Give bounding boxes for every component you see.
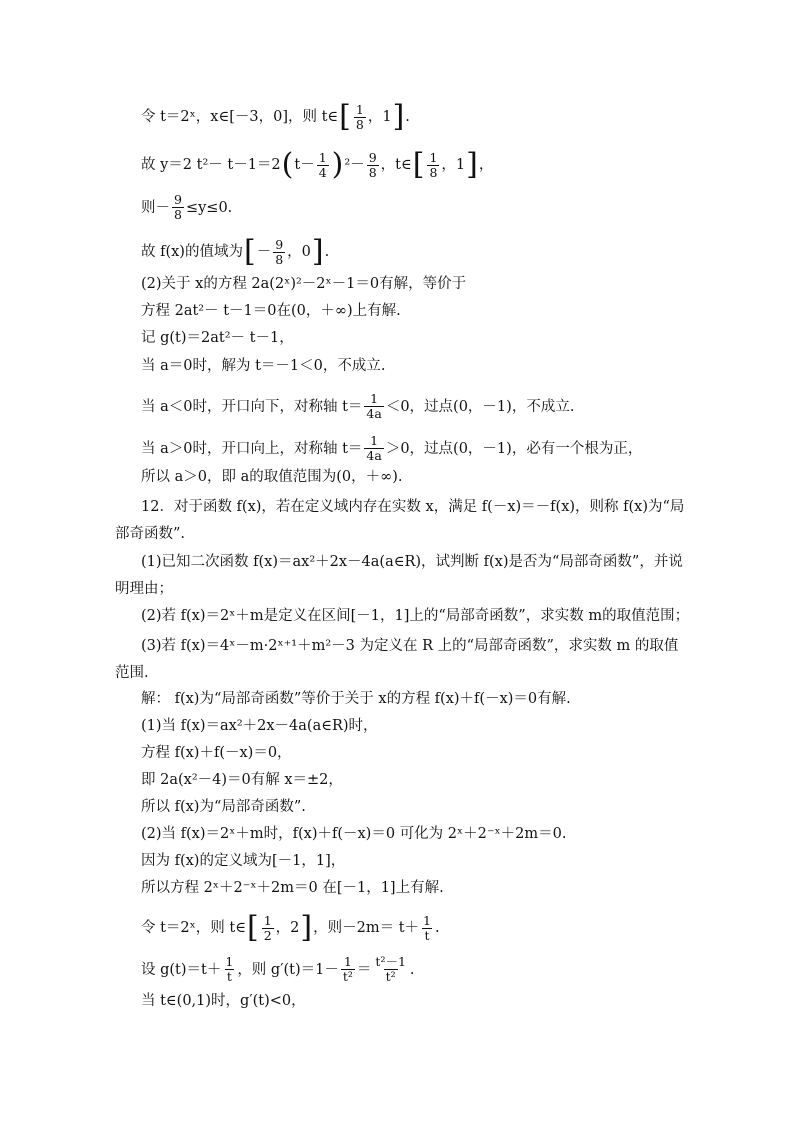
- solution-line-9: [141, 392, 574, 421]
- left-bracket: [: [243, 234, 256, 269]
- fraction: $\frac{1}{\text{t²}}$: [342, 954, 353, 984]
- text: ，: [478, 157, 494, 173]
- text: ，t∈: [380, 157, 412, 173]
- text: t－: [294, 157, 315, 173]
- text-line: 解： f(x)为“局部奇函数”等价于关于 x的方程 f(x)＋f(－x)＝0有解.: [141, 691, 571, 707]
- text: ，则－2m＝ t＋: [313, 920, 420, 936]
- text-line: 记 g(t)＝2at²－ t－1，: [141, 330, 294, 346]
- text-line: 所以 f(x)为“局部奇函数”.: [141, 799, 306, 815]
- right-paren: ): [331, 147, 344, 182]
- solution-line-24: [141, 910, 440, 945]
- text: 设 g(t)＝t＋: [141, 961, 222, 978]
- text: ，1: [441, 157, 466, 173]
- text: 则－: [141, 199, 170, 216]
- right-bracket: ]: [392, 99, 405, 134]
- fraction: $\frac{9}{8}$: [174, 192, 182, 222]
- left-paren: (: [281, 147, 294, 182]
- fraction: $\frac{1}{8}$: [355, 101, 364, 132]
- solution-line-2: [141, 147, 494, 182]
- text-line: (2)关于 x的方程 2a(2ˣ)²－2ˣ－1＝0有解，等价于: [141, 276, 467, 292]
- fraction: $\frac{1}{2}$: [263, 912, 272, 943]
- text: .: [409, 961, 415, 978]
- solution-line-1: 令 t＝2ˣ，x∈[－3，0]，则 t∈ [ $\frac{1}{8}$ ，1 ] .: [141, 99, 410, 134]
- solution-line-10: [141, 434, 642, 463]
- right-bracket: ]: [311, 234, 324, 269]
- text: ＝: [356, 961, 372, 978]
- text: 令 t＝2ˣ，x∈[－3，0]，则 t∈: [141, 109, 339, 125]
- problem-12-statement: 12．对于函数 f(x)，若在定义域内存在实数 x，满足 f(－x)＝－f(x)，则称 f(x)为“局部奇函数”.: [115, 499, 685, 542]
- text: －: [256, 244, 272, 260]
- fraction: $\frac{1}{8}$: [429, 149, 438, 180]
- text: ＜0，过点(0，－1)，不成立.: [385, 398, 575, 415]
- text: 令 t＝2ˣ，则 t∈: [141, 920, 246, 936]
- text-line: (2)当 f(x)＝2ˣ＋m时，f(x)＋f(－x)＝0 可化为 2ˣ＋2⁻ˣ＋2m＝0.: [141, 826, 567, 842]
- text-line: (1)当 f(x)＝ax²＋2x－4a(a∈R)时，: [141, 718, 378, 734]
- problem-12-part-1: (1)已知二次函数 f(x)＝ax²＋2x－4a(a∈R)，试判断 f(x)是否为“局部奇函数”，并说明理由；: [115, 554, 683, 597]
- text-line: 方程 2at²－ t－1＝0在(0，＋∞)上有解.: [141, 303, 401, 319]
- fraction: $\frac{9}{8}$: [368, 149, 377, 180]
- solution-line-25: [141, 955, 415, 984]
- problem-12-part-3: (3)若 f(x)＝4ˣ－m·2ˣ⁺¹＋m²－3 为定义在 R 上的“局部奇函数”，求实数 m 的取值范围.: [115, 638, 679, 681]
- left-bracket: [: [339, 99, 351, 134]
- text-line: 所以 a＞0，即 a的取值范围为(0，＋∞).: [141, 469, 403, 485]
- text: 故 y＝2 t²－ t－1＝2: [141, 157, 281, 173]
- fraction: $\frac{1}{t}$: [423, 912, 431, 943]
- left-bracket: [: [246, 910, 259, 945]
- solution-line-4: [141, 234, 330, 269]
- right-bracket: ]: [300, 910, 313, 945]
- text-line: 当 t∈(0,1)时，g′(t)<0，: [141, 993, 306, 1009]
- fraction: $\frac{1}{4a}$: [366, 433, 382, 463]
- left-bracket: [: [412, 147, 425, 182]
- fraction: $\frac{1}{4a}$: [366, 391, 382, 421]
- text-line: 方程 f(x)＋f(－x)＝0，: [141, 745, 292, 761]
- text: ²－: [344, 157, 365, 173]
- text: ，则 g′(t)＝1－: [237, 961, 339, 978]
- text: ≤y≤0.: [185, 199, 233, 216]
- text-line: 即 2a(x²－4)＝0有解 x＝±2，: [141, 772, 343, 788]
- fraction: $\frac{1}{t}$: [225, 954, 234, 984]
- text: 当 a＞0时，开口向上，对称轴 t＝: [141, 440, 363, 457]
- fraction: $\frac{1}{4}$: [318, 149, 327, 180]
- text: ，0: [287, 244, 311, 260]
- fraction: $\frac{9}{8}$: [275, 236, 284, 267]
- text: ＞0，过点(0，－1)，必有一个根为正，: [385, 440, 643, 457]
- text: 故 f(x)的值域为: [141, 244, 243, 260]
- fraction: $\frac{\text{t²－1}}{\text{t²}}$: [375, 954, 406, 984]
- text: .: [434, 920, 440, 936]
- text: ，1: [367, 109, 392, 125]
- text-line: 因为 f(x)的定义域为[－1，1]，: [141, 853, 346, 869]
- text-line: 当 a＝0时，解为 t＝－1＜0，不成立.: [141, 358, 386, 374]
- solution-line-3: [141, 193, 232, 222]
- text: ，2: [275, 920, 300, 936]
- right-bracket: ]: [466, 147, 478, 182]
- problem-12-part-2: (2)若 f(x)＝2ˣ＋m是定义在区间[－1，1]上的“局部奇函数”，求实数 m的取值范围；: [141, 608, 690, 624]
- text: 当 a＜0时，开口向下，对称轴 t＝: [141, 398, 363, 415]
- text: .: [324, 244, 330, 260]
- text-line: 所以方程 2ˣ＋2⁻ˣ＋2m＝0 在[－1，1]上有解.: [141, 880, 444, 896]
